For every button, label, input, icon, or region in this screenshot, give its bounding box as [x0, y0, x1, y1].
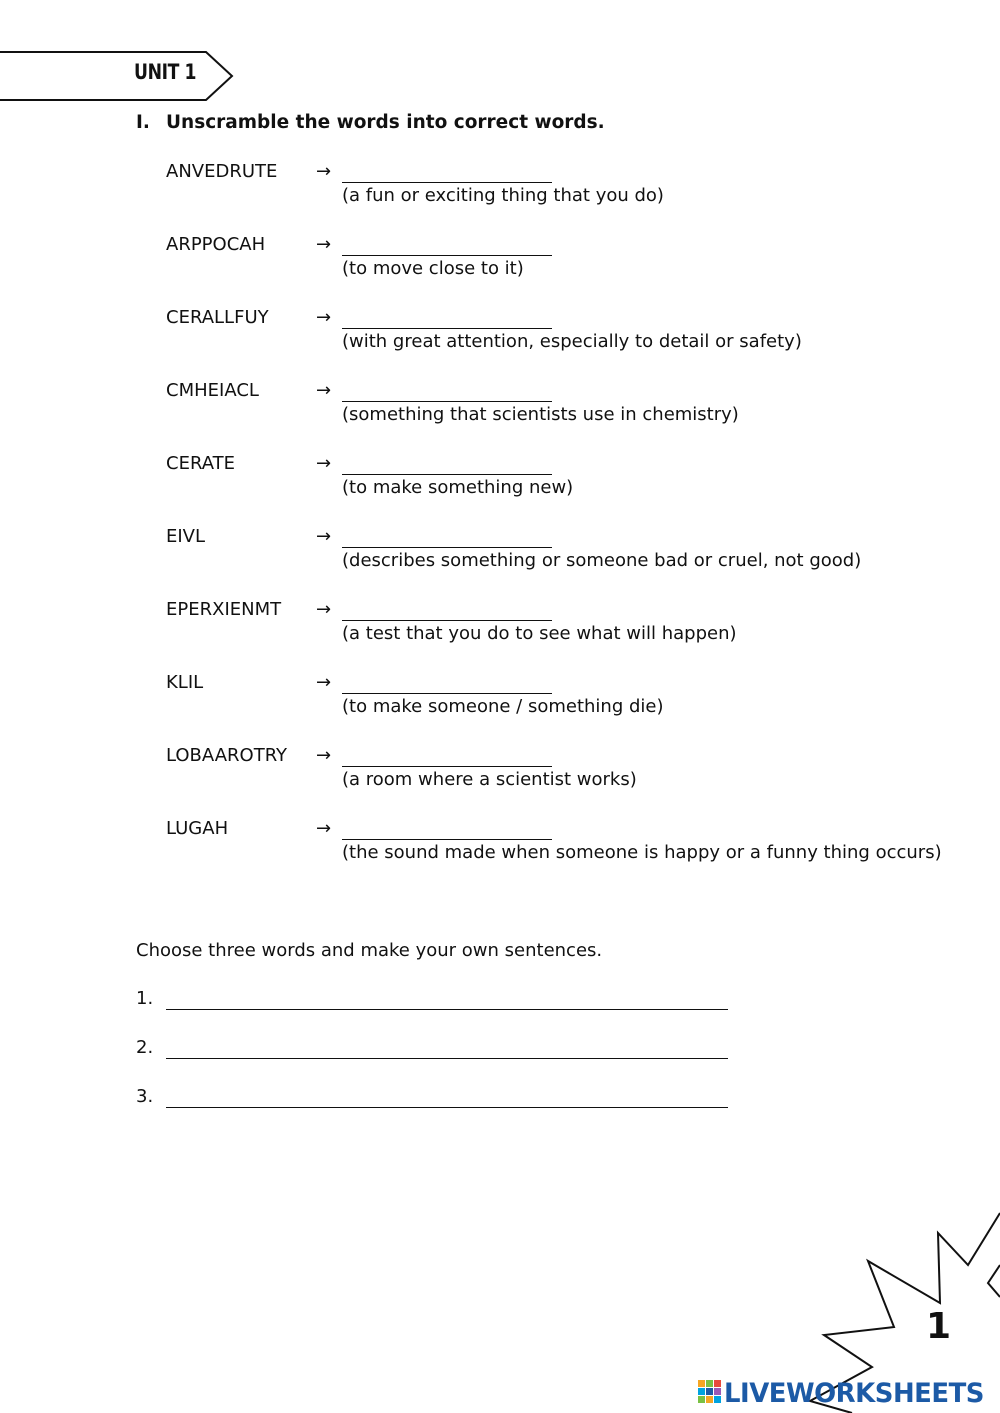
word-row-9 [0, 745, 1000, 815]
answer-blank[interactable] [342, 401, 552, 402]
sentence-number: 2. [136, 1037, 154, 1058]
sentence-number: 3. [136, 1086, 154, 1107]
word-row-4 [0, 380, 1000, 450]
word-hint: (a fun or exciting thing that you do) [342, 185, 664, 206]
arrow-icon: → [316, 453, 332, 474]
word-row-7 [0, 599, 1000, 669]
sentence-row-2 [136, 1037, 736, 1067]
word-hint: (describes something or someone bad or cruel, not good) [342, 550, 862, 571]
section-number: I. [136, 112, 150, 133]
arrow-icon: → [316, 526, 332, 547]
word-row-1 [0, 161, 1000, 231]
brand-watermark[interactable] [698, 1376, 995, 1410]
answer-blank[interactable] [342, 620, 552, 621]
answer-blank[interactable] [342, 182, 552, 183]
sentence-blank[interactable] [166, 1009, 728, 1010]
answer-blank[interactable] [342, 839, 552, 840]
page-number: 1 [926, 1306, 952, 1347]
scrambled-word: ANVEDRUTE [166, 161, 278, 182]
word-hint: (with great attention, especially to detail or safety) [342, 331, 802, 352]
scrambled-word: CERALLFUY [166, 307, 269, 328]
word-row-8 [0, 672, 1000, 742]
answer-blank[interactable] [342, 474, 552, 475]
section-title [136, 112, 605, 133]
sentence-blank[interactable] [166, 1107, 728, 1108]
arrow-icon: → [316, 672, 332, 693]
sentence-number: 1. [136, 988, 154, 1009]
word-hint: (a test that you do to see what will happen) [342, 623, 737, 644]
answer-blank[interactable] [342, 547, 552, 548]
arrow-icon: → [316, 745, 332, 766]
answer-blank[interactable] [342, 693, 552, 694]
section-title-text: Unscramble the words into correct words. [166, 112, 605, 133]
unit-label: UNIT 1 [134, 60, 197, 84]
sentence-row-3 [136, 1086, 736, 1116]
scrambled-word: EPERXIENMT [166, 599, 282, 620]
unit-tag-shape [0, 50, 240, 102]
sentence-instruction: Choose three words and make your own sentences. [136, 940, 603, 961]
scrambled-word: KLIL [166, 672, 204, 693]
arrow-icon: → [316, 380, 332, 401]
word-row-5 [0, 453, 1000, 523]
scrambled-word: LUGAH [166, 818, 229, 839]
scrambled-word: EIVL [166, 526, 206, 547]
word-row-10 [0, 818, 1000, 888]
arrow-icon: → [316, 599, 332, 620]
scrambled-word: ARPPOCAH [166, 234, 266, 255]
scrambled-word: LOBAAROTRY [166, 745, 288, 766]
liveworksheets-logo-icon [698, 1380, 722, 1406]
scrambled-word: CERATE [166, 453, 236, 474]
arrow-icon: → [316, 307, 332, 328]
word-hint: (something that scientists use in chemistry) [342, 404, 739, 425]
word-row-3 [0, 307, 1000, 377]
answer-blank[interactable] [342, 255, 552, 256]
sentence-row-1 [136, 988, 736, 1018]
brand-name: LIVEWORKSHEETS [724, 1377, 985, 1409]
sentence-blank[interactable] [166, 1058, 728, 1059]
arrow-icon: → [316, 161, 332, 182]
word-hint: (to move close to it) [342, 258, 524, 279]
answer-blank[interactable] [342, 766, 552, 767]
word-hint: (to make something new) [342, 477, 574, 498]
answer-blank[interactable] [342, 328, 552, 329]
word-row-6 [0, 526, 1000, 596]
word-hint: (the sound made when someone is happy or a funny thing occurs) [342, 842, 942, 863]
word-hint: (to make someone / something die) [342, 696, 664, 717]
word-row-2 [0, 234, 1000, 304]
arrow-icon: → [316, 818, 332, 839]
word-hint: (a room where a scientist works) [342, 769, 637, 790]
scrambled-word: CMHEIACL [166, 380, 259, 401]
arrow-icon: → [316, 234, 332, 255]
